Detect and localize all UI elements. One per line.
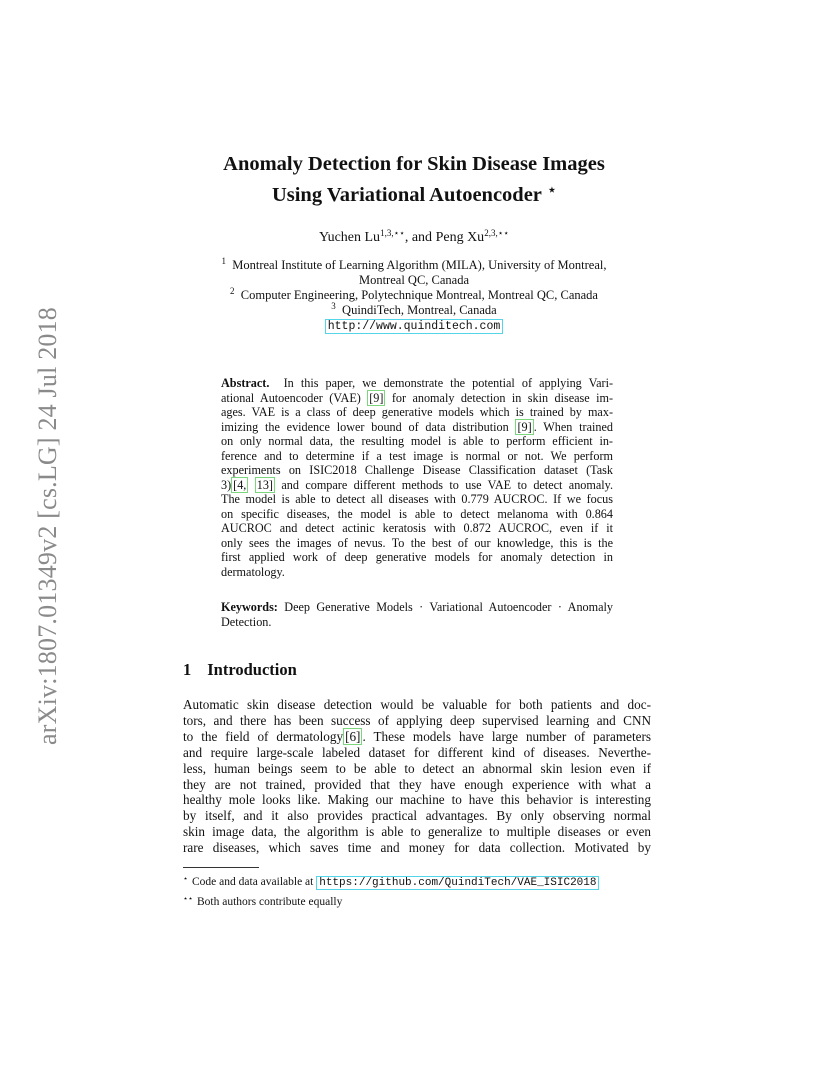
body-line (183, 729, 651, 745)
body-text: to the field of dermatology (183, 728, 344, 744)
abstract-line (221, 420, 613, 435)
abstract-label: Abstract. (221, 376, 270, 390)
author-separator: , and (404, 230, 436, 245)
title-footnote-mark: ⋆ (547, 182, 557, 197)
abstract-line: dermatology. (221, 564, 285, 579)
footnote-1-text: Code and data available at (192, 876, 317, 888)
author-2-name: Peng Xu (435, 230, 485, 245)
title-line-2-text: Using Variational Autoencoder (271, 184, 542, 206)
footnote-2-text: Both authors contribute equally (197, 896, 343, 908)
abstract-text: 3) (221, 477, 232, 492)
body-line: they are not trained, provided that they have enough experience with what a (183, 776, 651, 792)
body-line: less, human beings seem to be able to detect an abnormal skin lesion even if (183, 760, 651, 776)
body-line: tors, and there has been success of applying deep supervised learning and CNN (183, 712, 651, 728)
paper-title (160, 152, 668, 208)
keywords (221, 600, 613, 630)
arxiv-identifier: arXiv:1807.01349v2 [cs.LG] 24 Jul 2018 (33, 307, 62, 745)
affiliation-3-text: QuindiTech, Montreal, Canada (342, 303, 497, 317)
body-line: skin image data, the algorithm is able to generalize to multiple diseases or even (183, 824, 651, 840)
abstract-line: AUCROC and detect actinic keratosis with 0.872 AUCROC, even if it (221, 521, 613, 535)
affiliation-2 (160, 288, 668, 303)
body-line: by itself, and it also provides practical advantages. By only observing normal (183, 808, 651, 824)
affiliations (160, 258, 668, 334)
body-line: and require large-scale labeled dataset for different kind of diseases. Neverthe- (183, 744, 651, 760)
abstract-line: The model is able to detect all diseases with 0.779 AUCROC. If we focus (221, 492, 613, 506)
abstract-line: ages. VAE is a class of deep generative models which is trained by max- (221, 405, 613, 419)
affiliation-url-line (160, 318, 668, 334)
citation-link[interactable]: [9] (517, 419, 532, 434)
introduction-paragraph (183, 697, 651, 856)
author-1-affil-mark: 1,3,⋆⋆ (380, 228, 405, 238)
author-1-name: Yuchen Lu (319, 230, 381, 245)
abstract-text: ational Autoencoder (VAE) (221, 390, 368, 405)
footnote-1-mark: ⋆ (183, 874, 189, 883)
arxiv-identifier-sidebar (33, 296, 62, 756)
footnote-divider (183, 867, 259, 868)
author-2-affil-mark: 2,3,⋆⋆ (484, 228, 509, 238)
section-number: 1 (183, 660, 192, 679)
affiliation-1-number: 1 (221, 256, 226, 266)
affiliation-3 (160, 303, 668, 318)
abstract-text: In this paper, we demonstrate the potential of applying Vari- (283, 376, 614, 390)
body-line: Automatic skin disease detection would be valuable for both patients and doc- (183, 697, 651, 712)
abstract-line (221, 478, 613, 493)
abstract-text: and compare different methods to use VAE to detect anomaly. (274, 477, 614, 492)
affiliation-1-cont: Montreal QC, Canada (358, 273, 470, 287)
citation-link[interactable]: [6] (345, 728, 361, 744)
abstract-text: for anomaly detection in skin disease im- (385, 390, 614, 405)
title-line-2 (160, 177, 668, 208)
body-line: rare diseases, which saves time and money for data collection. Motivated by (183, 840, 651, 856)
citation-link[interactable]: 13] (256, 477, 273, 492)
abstract-line: on only normal data, the resulting model is able to perform efficient in- (221, 434, 613, 448)
keywords-line (221, 600, 613, 615)
body-text: . These models have large number of parameters (362, 728, 651, 744)
affiliation-2-text: Computer Engineering, Polytechnique Montreal, Montreal QC, Canada (240, 288, 598, 302)
github-url-link[interactable]: https://github.com/QuindiTech/VAE_ISIC2018 (316, 876, 599, 890)
keywords-text: Deep Generative Models · Variational Autoencoder · Anomaly (284, 600, 613, 614)
abstract-line: only sees the images of nevus. To the best of our knowledge, this is the (221, 535, 613, 550)
footnote-1 (183, 871, 599, 891)
footnote-2 (183, 891, 599, 910)
author-list (160, 230, 668, 246)
abstract-text: imizing the evidence lower bound of data distribution (221, 419, 516, 434)
title-line-1: Anomaly Detection for Skin Disease Images (223, 153, 605, 175)
abstract-line: experiments on ISIC2018 Challenge Disease Classification dataset (Task (221, 463, 613, 477)
abstract (221, 376, 613, 579)
keywords-label: Keywords: (221, 600, 278, 614)
abstract-line (221, 391, 613, 406)
affiliation-1-text: Montreal Institute of Learning Algorithm (MILA), University of Montreal, (232, 258, 607, 272)
abstract-line (221, 376, 613, 391)
abstract-line: ference and to determine if a test image is normal or not. We perform (221, 448, 613, 463)
section-title: Introduction (207, 660, 297, 679)
body-line: healthy mole looks like. Making our machine to have this behavior is interesting (183, 792, 651, 808)
abstract-line: first applied work of deep generative models for anomaly detection in (221, 550, 613, 564)
footnote-2-mark: ⋆⋆ (183, 894, 194, 903)
abstract-line: on specific diseases, the model is able to detect melanoma with 0.864 (221, 506, 613, 521)
abstract-text: . When trained (533, 419, 613, 434)
keywords-line: Detection. (221, 615, 272, 629)
affiliation-2-number: 2 (230, 286, 235, 296)
affiliation-3-number: 3 (331, 301, 336, 311)
company-url-link[interactable]: http://www.quinditech.com (325, 319, 504, 334)
affiliation-1 (160, 258, 668, 273)
citation-link[interactable]: [9] (369, 390, 384, 405)
footnotes (183, 871, 599, 910)
citation-link[interactable]: [4, (233, 477, 247, 492)
section-heading (183, 660, 297, 680)
